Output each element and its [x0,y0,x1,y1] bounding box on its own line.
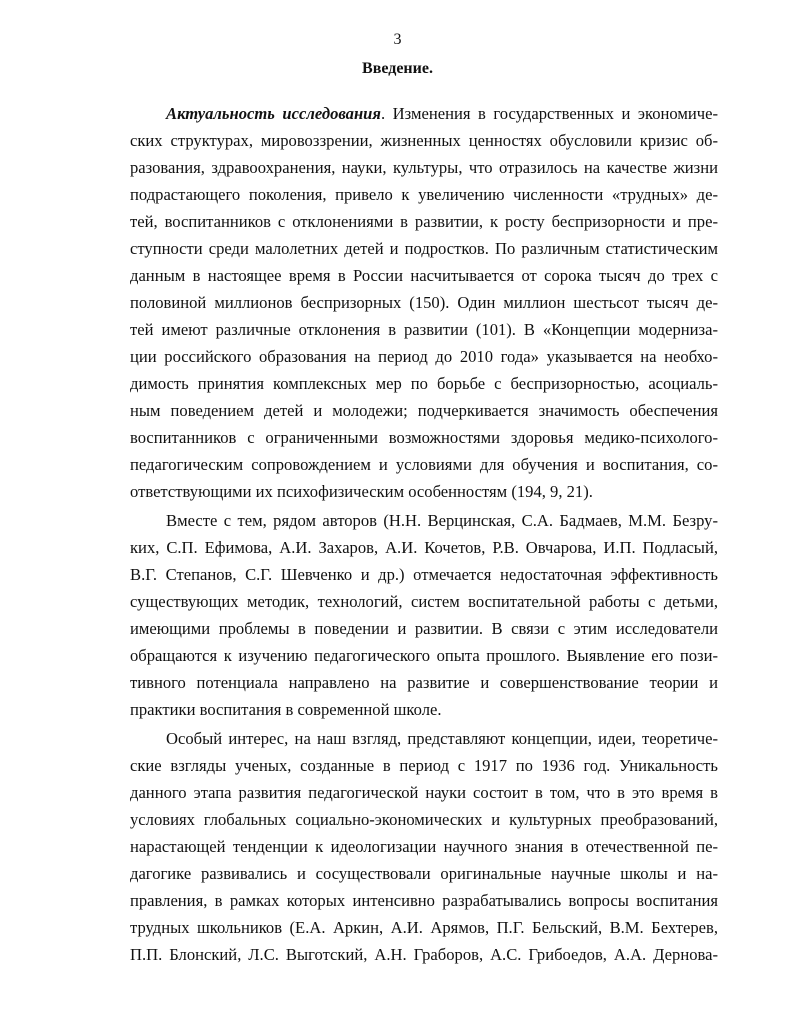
text-line: условиях глобальных социально-экономических и культурных преобразований, [130,810,718,829]
text-line: правления, в рамках которых интенсивно разрабатывались вопросы воспитания [130,891,718,910]
text-line: тей, воспитанников с отклонениями в развитии, к росту беспризорности и пре- [130,212,718,231]
lead-term: Актуальность исследования [166,104,381,123]
text-line: ответствующими их психофизическим особенностям (194, 9, 21). [130,482,593,501]
text-line: половиной миллионов беспризорных (150). Один миллион шестьсот тысяч де- [130,293,718,312]
text-line: ступности среди малолетних детей и подростков. По различным статистическим [130,239,718,258]
text-line: обращаются к изучению педагогического опыта прошлого. Выявление его пози- [130,646,718,665]
text-line: дагогике развивались и сосуществовали оригинальные научные школы и на- [130,864,718,883]
text-line: воспитанников с ограниченными возможностями здоровья медико-психолого- [130,428,718,447]
text-line: тивного потенциала направлено на развитие и совершенствование теории и [130,673,718,692]
text-line: нарастающей тенденции к идеологизации научного знания в отечественной пе- [130,837,718,856]
text-line: П.П. Блонский, Л.С. Выготский, А.Н. Граборов, А.С. Грибоедов, А.А. Дернова- [130,945,718,964]
text-line: практики воспитания в современной школе. [130,700,442,719]
text-line: подрастающего поколения, привело к увеличению численности «трудных» де- [130,185,718,204]
text-line: существующих методик, технологий, систем воспитательной работы с детьми, [130,592,718,611]
text-line: трудных школьников (Е.А. Аркин, А.И. Арямов, П.Г. Бельский, В.М. Бехтерев, [130,918,718,937]
text-line: ным поведением детей и молодежи; подчеркивается значимость обеспечения [130,401,718,420]
text-line: имеющими проблемы в поведении и развитии. В связи с этим исследователи [130,619,718,638]
text-line: данным в настоящее время в России насчитывается от сорока тысяч до трех с [130,266,718,285]
text-line: разования, здравоохранения, науки, культуры, что отразилось на качестве жизни [130,158,718,177]
text-line: В.Г. Степанов, С.Г. Шевченко и др.) отмечается недостаточная эффективность [130,565,718,584]
text-line: ции российского образования на период до 2010 года» указывается на необхо- [130,347,718,366]
section-heading: Введение. [362,60,433,77]
text-line: тей имеют различные отклонения в развитии (101). В «Концепции модерниза- [130,320,718,339]
text-line: ких, С.П. Ефимова, А.И. Захаров, А.И. Кочетов, Р.В. Овчарова, И.П. Подласый, [130,538,718,557]
text-line: Вместе с тем, рядом авторов (Н.Н. Верцинская, С.А. Бадмаев, М.М. Безру- [166,511,718,530]
text-line: ских структурах, мировоззрении, жизненных ценностях обусловили кризис об- [130,131,718,150]
text-line: данного этапа развития педагогической науки состоит в том, что в это время в [130,783,718,802]
text-line: ские взгляды ученых, созданные в период с 1917 по 1936 год. Уникальность [130,756,718,775]
text-line: Особый интерес, на наш взгляд, представляют концепции, идеи, теоретиче- [166,729,718,748]
page-number: 3 [393,31,402,48]
text-line: димость принятия комплексных мер по борьбе с беспризорностью, асоциаль- [130,374,718,393]
text-line: Актуальность исследования. Изменения в государственных и экономиче- [166,104,718,123]
text-line: педагогическим сопровождением и условиями для обучения и воспитания, со- [130,455,718,474]
